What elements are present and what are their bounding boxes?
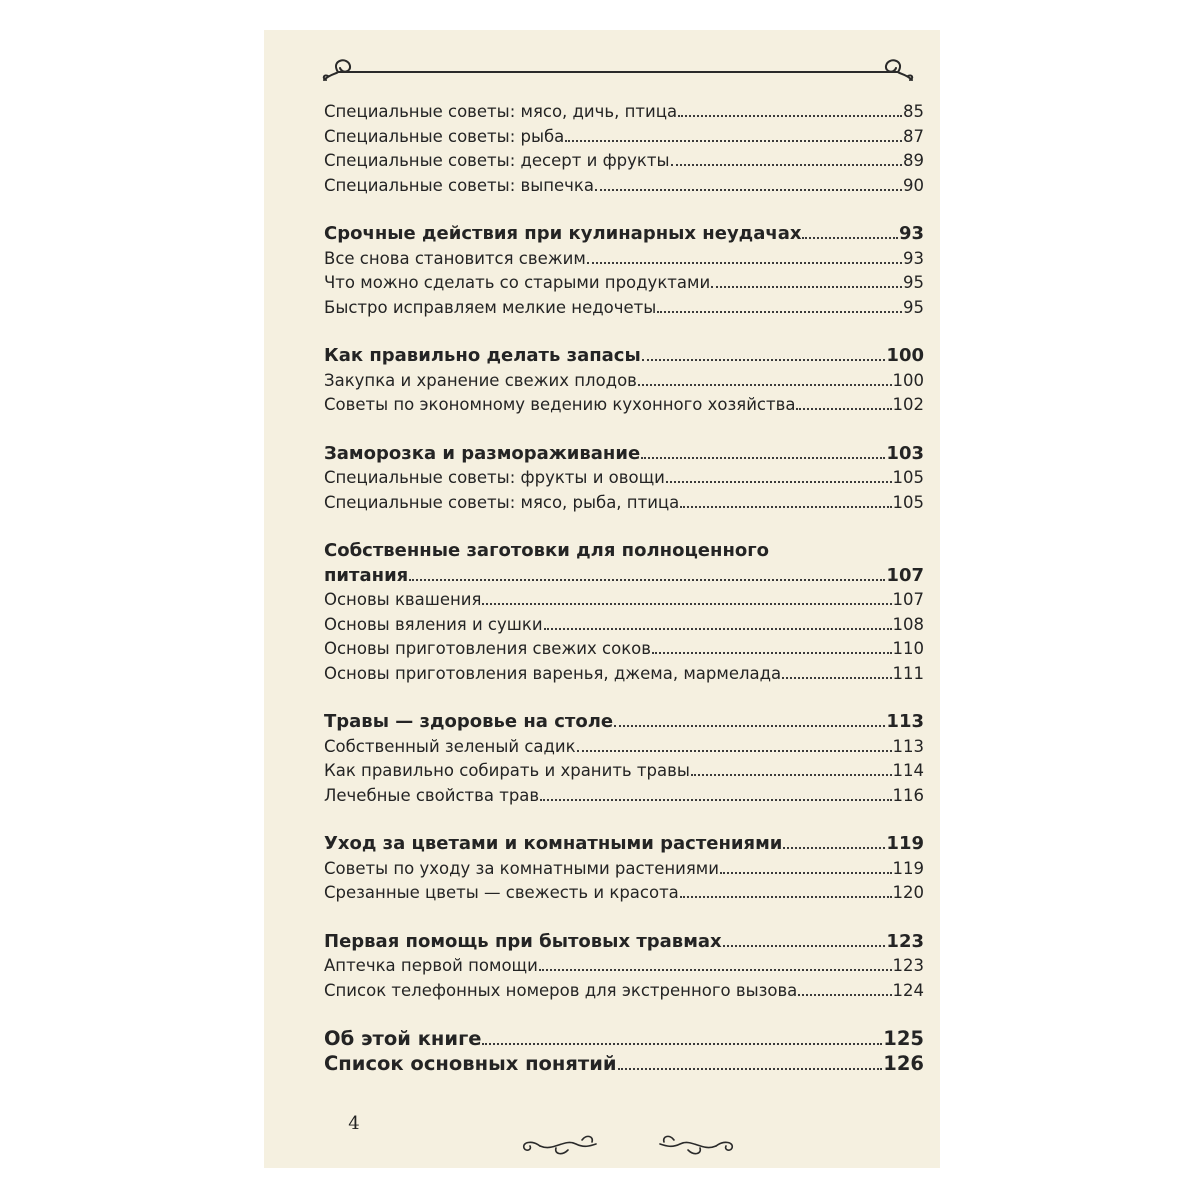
dot-leader — [782, 677, 891, 679]
toc-entry-page: 119 — [886, 833, 924, 854]
toc-section — [324, 344, 924, 418]
toc-entry-title: Советы по экономному ведению кухонного хозяйства — [324, 395, 796, 414]
dot-leader — [691, 774, 892, 776]
toc-entry-title: Срочные действия при кулинарных неудачах — [324, 223, 802, 244]
dot-leader — [720, 872, 892, 874]
toc-entry-page: 126 — [883, 1051, 924, 1075]
dot-leader — [652, 652, 892, 654]
dot-leader — [409, 579, 885, 581]
toc-subentry[interactable] — [324, 271, 924, 296]
toc-entry-page: 119 — [892, 858, 924, 878]
toc-entry-title: Основы приготовления свежих соков — [324, 639, 651, 658]
dot-leader — [565, 140, 902, 142]
toc-entry-title: Заморозка и размораживание — [324, 442, 641, 464]
toc-entry-page: 125 — [883, 1027, 924, 1050]
dot-leader — [544, 628, 892, 630]
table-of-contents — [324, 100, 924, 1100]
dot-leader — [783, 847, 885, 849]
toc-entry-page: 124 — [892, 980, 924, 1000]
toc-entry-title: Что можно сделать со старыми продуктами — [324, 273, 711, 292]
ornamental-header-rule — [320, 52, 916, 92]
toc-entry-title: Специальные советы: выпечка — [324, 175, 595, 195]
toc-entry-title: Специальные советы: десерт и фрукты — [324, 151, 670, 170]
toc-entry-page: 103 — [886, 442, 924, 464]
toc-entry-title: Срезанные цветы — свежесть и красота — [324, 883, 679, 902]
toc-section — [324, 100, 924, 198]
toc-section — [324, 539, 924, 686]
dot-leader — [796, 408, 891, 410]
toc-subentry[interactable] — [324, 369, 924, 394]
dot-leader — [641, 457, 885, 459]
dot-leader — [540, 799, 891, 801]
toc-entry-title: Уход за цветами и комнатными растениями — [324, 833, 783, 854]
toc-subentry[interactable] — [324, 637, 924, 662]
toc-section — [324, 442, 924, 516]
dot-leader — [723, 945, 886, 947]
ornamental-footer — [264, 1130, 940, 1170]
toc-entry-title: Как правильно собирать и хранить травы — [324, 761, 690, 780]
toc-entry-page: 85 — [903, 102, 924, 121]
toc-subentry[interactable] — [324, 491, 924, 516]
toc-heading-entry[interactable] — [324, 930, 924, 955]
toc-entry-title: Список телефонных номеров для экстренного вызова — [324, 980, 798, 1000]
toc-entry-page: 113 — [892, 736, 924, 756]
toc-entry-title: Травы — здоровье на столе — [324, 711, 614, 732]
dot-leader — [614, 725, 885, 727]
toc-subentry[interactable] — [324, 735, 924, 760]
toc-entry-title: Собственный зеленый садик — [324, 736, 576, 756]
toc-entry-title: Об этой книге — [324, 1027, 482, 1050]
toc-entry-page: 123 — [892, 956, 924, 975]
toc-entry-title: питания — [324, 564, 409, 586]
toc-subentry[interactable] — [324, 881, 924, 906]
dot-leader — [666, 481, 892, 483]
toc-subentry[interactable] — [324, 857, 924, 882]
toc-subentry[interactable] — [324, 174, 924, 199]
toc-entry-page: 114 — [892, 761, 924, 780]
toc-entry-title: Основы приготовления варенья, джема, мармелада — [324, 663, 782, 683]
toc-entry-page: 110 — [892, 639, 924, 658]
toc-entry-page: 90 — [903, 175, 924, 195]
toc-entry-title: Быстро исправляем мелкие недочеты — [324, 297, 657, 317]
toc-entry-page: 123 — [886, 930, 924, 952]
dot-leader — [680, 506, 891, 508]
toc-entry-page: 108 — [892, 614, 924, 634]
page-number: 4 — [348, 1113, 360, 1134]
toc-entry-page: 107 — [886, 564, 924, 586]
toc-entry-page: 111 — [892, 663, 924, 683]
toc-entry-title: Лечебные свойства трав — [324, 785, 540, 805]
toc-entry-page: 89 — [903, 151, 924, 170]
toc-heading-entry[interactable] — [324, 564, 924, 589]
dot-leader — [671, 164, 902, 166]
dot-leader — [577, 750, 892, 752]
toc-heading-entry[interactable] — [324, 1027, 924, 1052]
book-page — [264, 30, 940, 1168]
toc-entry-page: 120 — [892, 883, 924, 902]
toc-subentry[interactable] — [324, 979, 924, 1004]
toc-entry-title: Все снова становится свежим — [324, 248, 586, 268]
toc-subentry[interactable] — [324, 247, 924, 272]
toc-entry-page: 93 — [898, 223, 924, 244]
toc-entry-page: 87 — [903, 126, 924, 146]
toc-entry-title: Как правильно делать запасы — [324, 345, 641, 366]
toc-entry-title: Специальные советы: мясо, дичь, птица — [324, 102, 678, 121]
toc-subentry[interactable] — [324, 784, 924, 809]
toc-entry-title: Список основных понятий — [324, 1051, 617, 1075]
toc-subentry[interactable] — [324, 588, 924, 613]
toc-subentry[interactable] — [324, 393, 924, 418]
toc-entry-title: Основы вяления и сушки — [324, 614, 543, 634]
dot-leader — [587, 262, 902, 264]
toc-subentry[interactable] — [324, 149, 924, 174]
toc-entry-title: Советы по уходу за комнатными растениями — [324, 858, 719, 878]
toc-entry-page: 95 — [903, 273, 924, 292]
dot-leader — [680, 896, 892, 898]
dot-leader — [595, 189, 902, 191]
toc-heading-entry[interactable] — [324, 832, 924, 857]
toc-entry-title: Первая помощь при бытовых травмах — [324, 930, 722, 952]
toc-entry-page: 105 — [892, 468, 924, 487]
toc-section — [324, 222, 924, 320]
toc-entry-page: 107 — [892, 590, 924, 609]
toc-subentry[interactable] — [324, 662, 924, 687]
toc-section — [324, 710, 924, 808]
toc-heading-entry[interactable] — [324, 442, 924, 467]
toc-subentry[interactable] — [324, 954, 924, 979]
toc-entry-title: Специальные советы: фрукты и овощи — [324, 468, 665, 487]
dot-leader — [539, 969, 892, 971]
toc-subentry[interactable] — [324, 759, 924, 784]
toc-section — [324, 832, 924, 906]
toc-heading-entry[interactable] — [324, 344, 924, 369]
toc-entry-title: Аптечка первой помощи — [324, 956, 538, 975]
toc-entry-page: 105 — [892, 492, 924, 512]
toc-entry-page: 100 — [892, 370, 924, 390]
dot-leader — [642, 359, 886, 361]
dot-leader — [482, 1043, 882, 1045]
dot-leader — [678, 115, 902, 117]
toc-entry-page: 113 — [886, 711, 924, 732]
toc-entry-page: 95 — [903, 297, 924, 317]
dot-leader — [618, 1068, 883, 1070]
toc-entry-page: 93 — [903, 248, 924, 268]
dot-leader — [638, 384, 892, 386]
toc-heading-entry[interactable] — [324, 222, 924, 247]
toc-entry-title: Закупка и хранение свежих плодов — [324, 370, 637, 390]
toc-section — [324, 1027, 924, 1076]
toc-subentry[interactable] — [324, 613, 924, 638]
toc-subentry[interactable] — [324, 125, 924, 150]
toc-entry-title: Специальные советы: мясо, рыба, птица — [324, 492, 680, 512]
toc-entry-title: Специальные советы: рыба — [324, 126, 565, 146]
dot-leader — [711, 286, 902, 288]
toc-section — [324, 930, 924, 1004]
toc-heading-entry[interactable] — [324, 1052, 924, 1077]
toc-entry-title: Основы квашения — [324, 590, 482, 609]
toc-entry-page: 102 — [892, 395, 924, 414]
dot-leader — [798, 994, 891, 996]
dot-leader — [802, 237, 897, 239]
toc-entry-page: 116 — [892, 785, 924, 805]
toc-subentry[interactable] — [324, 100, 924, 125]
toc-section-heading-line: Собственные заготовки для полноценного — [324, 540, 770, 561]
toc-heading-entry[interactable] — [324, 710, 924, 735]
dot-leader — [657, 311, 902, 313]
toc-entry-page: 100 — [886, 345, 924, 366]
dot-leader — [482, 603, 891, 605]
toc-subentry[interactable] — [324, 466, 924, 491]
toc-subentry[interactable] — [324, 296, 924, 321]
